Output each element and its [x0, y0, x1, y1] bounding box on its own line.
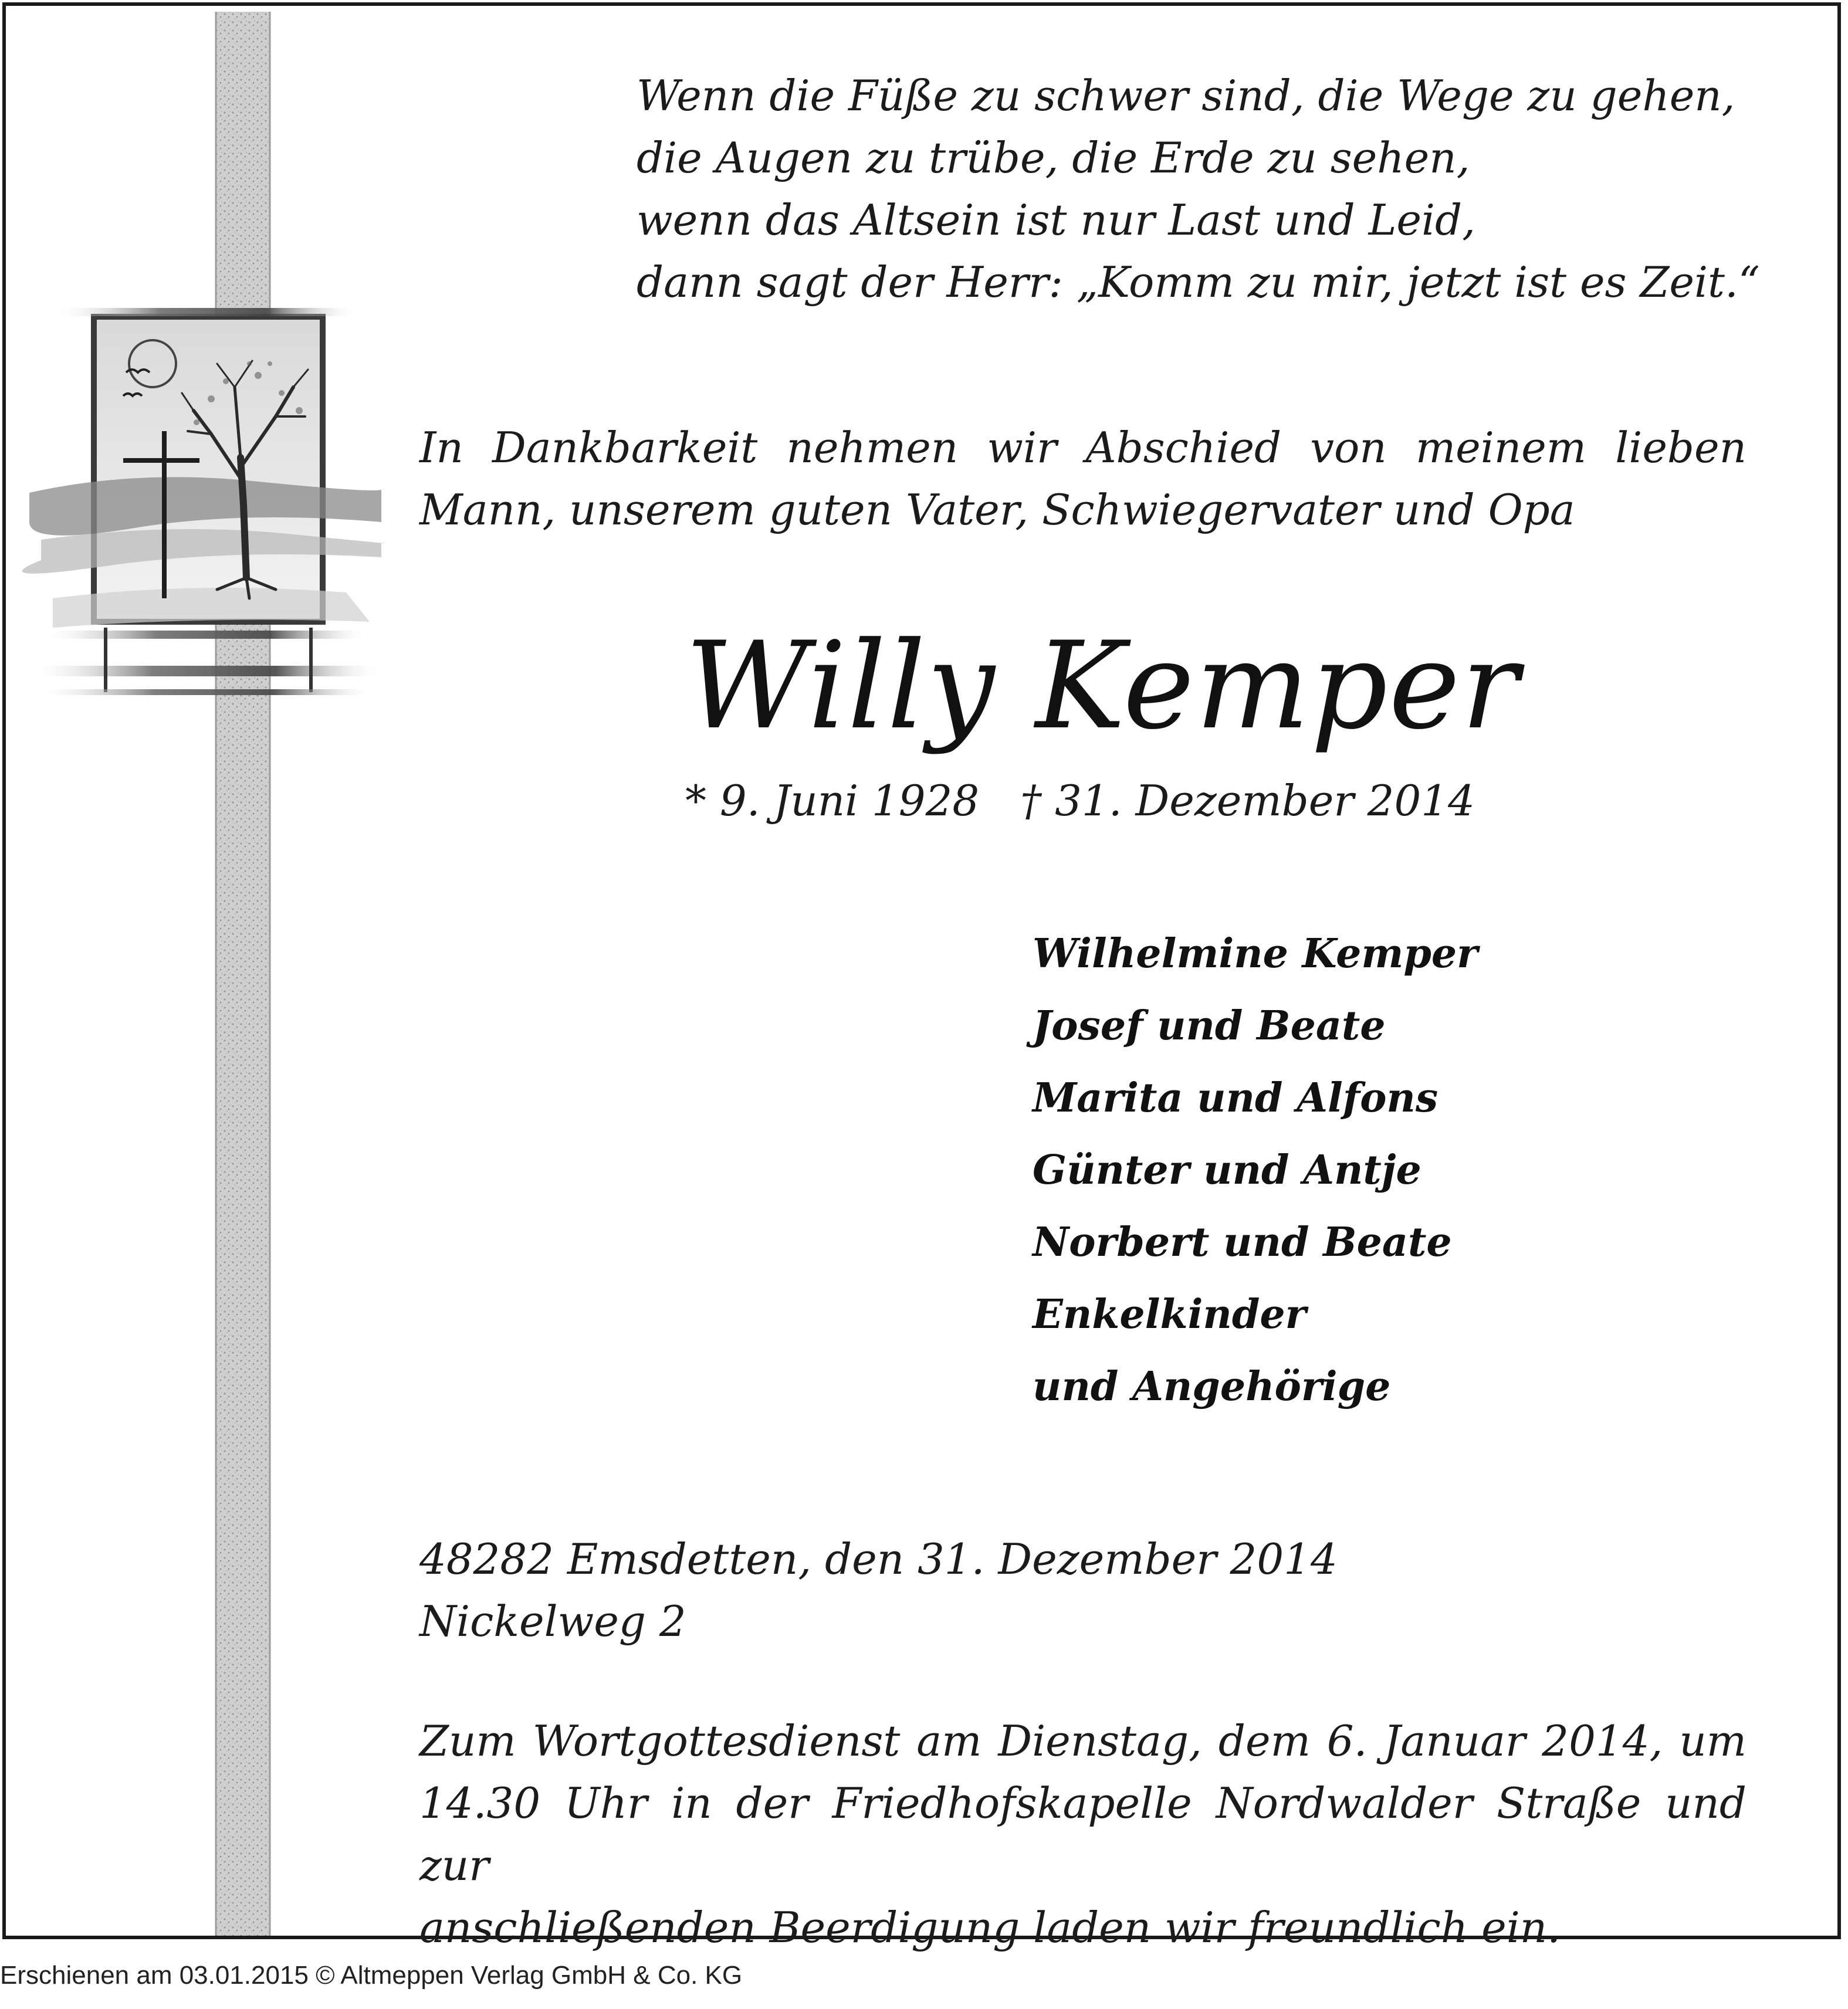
mourner-item: Günter und Antje — [1033, 1147, 1421, 1194]
intro-line: In Dankbarkeit nehmen wir Abschied von meinem lieben — [419, 423, 1747, 472]
intro-text — [419, 416, 1747, 541]
service-line: anschließenden Beerdigung laden wir freundlich ein. — [419, 1903, 1561, 1952]
mourner-item: Josef und Beate — [1033, 1002, 1386, 1049]
service-invitation — [419, 1710, 1747, 1959]
street-address: Nickelweg 2 — [419, 1597, 686, 1646]
publication-footer: Erschienen am 03.01.2015 © Altmeppen Verlag GmbH & Co. KG — [0, 1961, 743, 1990]
mourner-item: Marita und Alfons — [1033, 1075, 1439, 1122]
mourner-item: Norbert und Beate — [1033, 1219, 1452, 1266]
verse-line: die Augen zu trübe, die Erde zu sehen, — [637, 133, 1470, 182]
mourner-item: Wilhelmine Kemper — [1033, 930, 1478, 977]
verse-line: wenn das Altsein ist nur Last und Leid, — [637, 195, 1476, 245]
life-dates — [685, 771, 1475, 830]
cross-tree-ornament-icon — [18, 12, 393, 1936]
deceased-name: Willy Kemper — [685, 616, 1520, 756]
intro-line: Mann, unserem guten Vater, Schwiegervater und Opa — [419, 485, 1575, 534]
service-line: Zum Wortgottesdienst am Dienstag, dem 6. Januar 2014, um — [419, 1716, 1747, 1766]
mourner-item: und Angehörige — [1033, 1363, 1391, 1410]
mourners-list — [1033, 918, 1478, 1423]
mourner-item: Enkelkinder — [1033, 1291, 1307, 1338]
verse — [637, 65, 1760, 313]
notice-frame — [2, 2, 1841, 1952]
birth-date: * 9. Juni 1928 — [685, 776, 980, 825]
death-date: † 31. Dezember 2014 — [1020, 776, 1475, 825]
verse-line: dann sagt der Herr: „Komm zu mir, jetzt ist es Zeit.“ — [637, 258, 1760, 307]
city-date: 48282 Emsdetten, den 31. Dezember 2014 — [419, 1534, 1338, 1584]
service-line: 14.30 Uhr in der Friedhofskapelle Nordwalder Straße und zur — [419, 1778, 1747, 1890]
place-and-address — [419, 1528, 1338, 1652]
verse-line: Wenn die Füße zu schwer sind, die Wege zu gehen, — [637, 71, 1735, 120]
